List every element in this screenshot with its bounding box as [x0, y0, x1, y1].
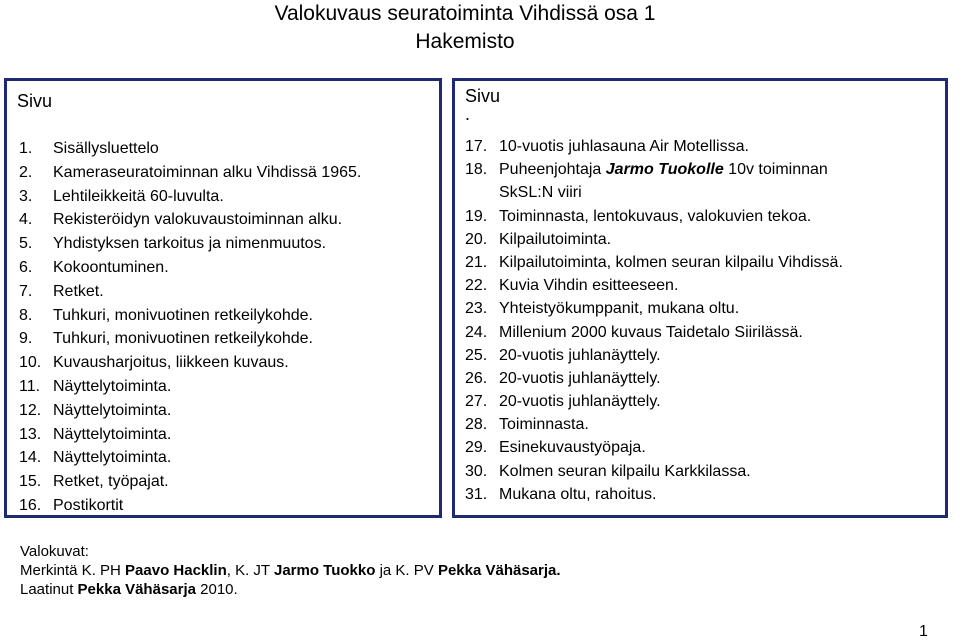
item-text: Sisällysluettelo	[53, 140, 159, 157]
item-number: 13.	[19, 425, 42, 443]
item-text-line2: SkSL:N viiri	[499, 184, 582, 202]
list-item	[19, 470, 361, 494]
item-number: 25.	[465, 346, 488, 364]
item-number: 15.	[19, 473, 42, 491]
author-suffix: 2010.	[195, 581, 238, 598]
item-text: Lehtileikkeitä 60-luvulta.	[53, 187, 224, 205]
item-number: 30.	[465, 462, 488, 480]
item-text: Kilpailutoiminta, kolmen seuran kilpailu Vihdissä.	[499, 253, 843, 271]
item-number: 1.	[19, 140, 33, 157]
right-index-list	[465, 135, 843, 506]
item-text: 20-vuotis juhlanäyttely.	[499, 369, 661, 387]
list-item	[465, 135, 843, 158]
item-text: Kameraseuratoiminnan alku Vihdissä 1965.	[53, 163, 362, 181]
item-number: 9.	[19, 330, 33, 348]
item-text-name: Jarmo Tuokolle	[605, 161, 724, 179]
item-text: Näyttelytoiminta.	[53, 401, 172, 419]
list-item	[465, 297, 843, 320]
list-item	[19, 185, 361, 209]
item-text: 20-vuotis juhlanäyttely.	[499, 393, 661, 411]
item-number: 28.	[465, 416, 488, 434]
item-text: Näyttelytoiminta.	[53, 425, 172, 443]
item-number: 21.	[465, 253, 488, 271]
document-title	[0, 0, 930, 56]
right-box-heading: Sivu	[465, 86, 501, 106]
list-item	[19, 280, 361, 304]
item-text: Mukana oltu, rahoitus.	[499, 485, 657, 503]
credits-line	[20, 561, 561, 580]
item-text: 20-vuotis juhlanäyttely.	[499, 346, 661, 364]
list-item	[465, 158, 843, 204]
item-text: Retket.	[53, 282, 104, 300]
list-item	[19, 137, 361, 161]
photo-credits	[20, 542, 561, 599]
left-index-list	[19, 137, 361, 518]
title-line-2: Hakemisto	[415, 30, 515, 53]
item-text: Kilpailutoiminta.	[499, 230, 612, 248]
credits-prefix: Merkintä K. PH	[20, 562, 126, 579]
left-box-heading: Sivu	[17, 91, 53, 111]
jt-name: Jarmo Tuokko	[273, 562, 376, 579]
credits-mid2: ja K. PV	[375, 562, 438, 579]
item-number: 8.	[19, 306, 33, 324]
item-number: 24.	[465, 323, 488, 341]
list-item	[19, 208, 361, 232]
author-line	[20, 580, 561, 599]
page-number: 1	[919, 623, 928, 640]
item-number: 26.	[465, 369, 488, 387]
list-item	[465, 390, 843, 413]
item-text: Postikortit	[53, 496, 124, 514]
item-number: 23.	[465, 300, 488, 318]
list-item	[19, 423, 361, 447]
item-number: 31.	[465, 485, 488, 503]
list-item	[19, 375, 361, 399]
item-text: 10-vuotis juhlasauna Air Motellissa.	[499, 138, 749, 155]
right-index-box	[452, 78, 948, 518]
list-item	[19, 327, 361, 351]
list-item	[465, 344, 843, 367]
list-item	[19, 399, 361, 423]
author-name: Pekka Vähäsarja	[77, 581, 196, 598]
item-number: 14.	[19, 449, 42, 467]
right-box-dot: .	[465, 104, 471, 124]
title-line-1: Valokuvaus seuratoiminta Vihdissä osa 1	[274, 2, 656, 25]
item-text: Retket, työpajat.	[53, 473, 169, 491]
list-item	[465, 251, 843, 274]
pv-name: Pekka Vähäsarja.	[437, 562, 561, 579]
list-item	[465, 274, 843, 297]
item-number: 27.	[465, 393, 488, 411]
list-item	[465, 367, 843, 390]
item-number: 6.	[19, 258, 33, 276]
list-item	[19, 256, 361, 280]
item-number: 10.	[19, 354, 42, 372]
ph-name: Paavo Hacklin	[125, 562, 227, 579]
item-text: Kuvia Vihdin esitteeseen.	[499, 277, 679, 295]
list-item	[465, 436, 843, 459]
list-item	[19, 161, 361, 185]
item-number: 2.	[19, 163, 33, 181]
author-prefix: Laatinut	[20, 581, 78, 598]
list-item	[19, 351, 361, 375]
item-number: 3.	[19, 187, 33, 205]
list-item	[465, 205, 843, 228]
item-text: Rekisteröidyn valokuvaustoiminnan alku.	[53, 211, 343, 229]
list-item	[465, 460, 843, 483]
list-item	[465, 228, 843, 251]
item-number: 18.	[465, 161, 488, 179]
item-text: Kokoontuminen.	[53, 258, 169, 276]
item-number: 11.	[19, 377, 41, 395]
left-index-box	[4, 78, 442, 518]
item-text: Näyttelytoiminta.	[53, 377, 172, 395]
list-item	[19, 494, 361, 518]
item-number: 29.	[465, 439, 488, 457]
item-text-after: 10v toiminnan	[723, 161, 828, 179]
credits-mid1: , K. JT	[226, 562, 274, 579]
item-text: Esinekuvaustyöpaja.	[499, 439, 646, 457]
list-item	[465, 483, 843, 506]
item-text: Kuvausharjoitus, liikkeen kuvaus.	[53, 354, 289, 372]
item-number: 7.	[19, 282, 33, 300]
item-number: 12.	[19, 401, 42, 419]
item-number: 4.	[19, 211, 33, 229]
list-item	[19, 446, 361, 470]
item-text: Yhteistyökumppanit, mukana oltu.	[499, 300, 740, 318]
item-number: 16.	[19, 496, 42, 514]
list-item	[19, 232, 361, 256]
item-text: Toiminnasta.	[499, 416, 589, 434]
item-number: 19.	[465, 207, 488, 225]
item-text: Toiminnasta, lentokuvaus, valokuvien tekoa.	[499, 207, 812, 225]
item-number: 20.	[465, 230, 488, 248]
item-text: Näyttelytoiminta.	[53, 449, 172, 467]
item-text: Tuhkuri, monivuotinen retkeilykohde.	[53, 330, 313, 348]
item-text: Tuhkuri, monivuotinen retkeilykohde.	[53, 306, 313, 324]
list-item	[465, 413, 843, 436]
list-item	[465, 321, 843, 344]
item-number: 17.	[465, 138, 488, 155]
item-text: Kolmen seuran kilpailu Karkkilassa.	[499, 462, 751, 480]
item-text: Millenium 2000 kuvaus Taidetalo Siirilässä.	[499, 323, 803, 341]
credits-label: Valokuvat:	[20, 543, 89, 560]
item-number: 5.	[19, 235, 33, 253]
item-number: 22.	[465, 277, 488, 295]
list-item	[19, 304, 361, 328]
item-text-before: Puheenjohtaja	[499, 161, 606, 179]
item-text: Yhdistyksen tarkoitus ja nimenmuutos.	[53, 235, 327, 253]
